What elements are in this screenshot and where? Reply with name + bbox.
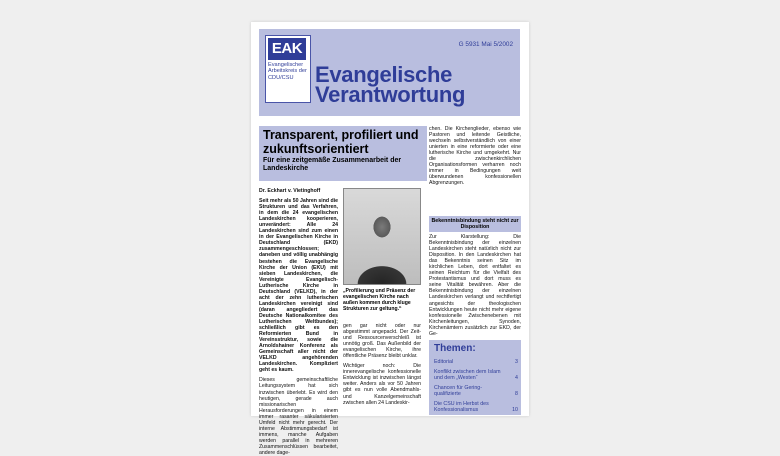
body-paragraph: Dieses gemeinschaftliche Leitungssystem hat sich inzwischen überlebt. Es wird den heutigen, gerade auch missionarischen Herausforderungen in einem immer rasanter säkularisierten Umfeld nicht mehr gerecht. Der interne Abstimmungsbedarf ist immens, manche Aufgaben werden parallel in mehreren Zusammenschlüssen bearbeitet, andere dage- bbox=[259, 377, 338, 456]
body-paragraph: chen. Die Kirchenglieder, ebenso wie Pastoren und leitende Geistliche, wechseln selbstverständlich von einer unierten in eine reformierte oder eine lutherische Kirche und umgekehrt. Nur die zwischenkirchlichen Organisationsformen verharren noch immer in Bedingungen weit überwundenen konfessionellen Abgrenzungen. bbox=[429, 126, 521, 187]
masthead-title-line2: Verantwortung bbox=[315, 82, 466, 107]
eak-logo bbox=[265, 35, 311, 103]
body-paragraph: gen gar nicht oder nur abgestimmt angepackt. Der Zeit- und Ressourcenverschleiß ist unnötig groß. Das Außenbild der evangelischen Kirche, ihre öffentliche Präsenz bleibt unklar. bbox=[343, 323, 421, 360]
toc-item[interactable] bbox=[434, 401, 518, 413]
toc-item[interactable] bbox=[434, 369, 518, 381]
toc-title: Themen: bbox=[434, 343, 476, 354]
article-column-3b bbox=[429, 234, 521, 336]
article-column-1 bbox=[259, 188, 338, 456]
toc-item-page: 10 bbox=[512, 407, 518, 413]
article-column-2 bbox=[343, 323, 421, 414]
logo-subtitle: Evangelischer Arbeitskreis der CDU/CSU bbox=[268, 62, 307, 81]
subheadline: Für eine zeitgemäße Zusammenarbeit der Landeskirche bbox=[263, 157, 402, 172]
article-column-3 bbox=[429, 126, 521, 216]
toc-item[interactable] bbox=[434, 359, 518, 365]
lead-headline-box bbox=[259, 126, 427, 181]
masthead bbox=[259, 29, 520, 116]
newsletter-page bbox=[251, 22, 529, 456]
toc-item-label: Konflikt zwischen dem Islam und dem „Westen“ bbox=[434, 369, 501, 382]
toc-item[interactable] bbox=[434, 385, 518, 397]
toc-item-page: 4 bbox=[515, 375, 518, 381]
toc-item-page: 8 bbox=[515, 391, 518, 397]
author-portrait-photo bbox=[343, 188, 421, 285]
logo-mark: EAK bbox=[268, 38, 306, 60]
toc-item-label: Chancen für Gering-qualifizierte bbox=[434, 385, 482, 398]
toc-item-label: Editorial bbox=[434, 359, 454, 365]
toc-item-page: 3 bbox=[515, 359, 518, 365]
issue-number: G 5931 Mai 5/2002 bbox=[458, 41, 513, 48]
author: Dr. Eckhart v. Vietinghoff bbox=[259, 188, 321, 194]
masthead-title-line1: Evangelische bbox=[315, 62, 453, 87]
table-of-contents bbox=[429, 340, 521, 415]
subhead: Bekenntnisbindung steht nicht zur Disposition bbox=[429, 216, 521, 232]
photo-caption: „Profilierung und Präsenz der evangelischen Kirche nach außen kommen durch kluge Strukturen zur geltung.“ bbox=[343, 288, 416, 312]
body-paragraph: Wichtiger noch: Die innerevangelische konfessionelle Entwicklung ist inzwischen längst weiter. Anders als vor 50 Jahren gibt es nun volle Abendmahls- und Kanzelgemeinschaft zwischen allen 24 Landeskir- bbox=[343, 363, 421, 406]
headline: Transparent, profiliert und zukunftsorientiert bbox=[263, 128, 419, 156]
body-paragraph: Zur Klarstellung: Die Bekenntnisbindung der einzelnen Landeskirchen steht natürlich nicht zur Disposition. In den Landeskirchen hat das Bekenntnis seinen Sitz im kirchlichen Leben, dort entfaltet es seinen Reichtum für die Vielfalt des Protestantismus und dort muss es seine Vitalität bewähren. Aber die Bekenntnisbindung der einzelnen Landeskirchen verlangt und rechtfertigt angesichts der theologischen Entwicklungen heute nicht mehr eigene konfessionelle Zwischenebenen mit Kirchenleitungen, Synoden, Kirchenämtern zusätzlich zur EKD, der Ge- bbox=[429, 234, 521, 337]
toc-item-label: Die CSU im Herbst des Konfessionalismus bbox=[434, 401, 489, 414]
intro-paragraph: Seit mehr als 50 Jahren sind die Strukturen und das Verfahren, in dem die 24 evangelischen Landeskirchen kooperieren, unverändert: Alle 24 Landeskirchen sind zum einen in der Evangelischen Kirche in Deutschland (EKD) zusammengeschlossen; daneben und völlig unabhängig bestehen die Evangelische Kirche der Union (EKU) mit sieben Landeskirchen, die Vereinigte Evangelisch-Lutherische Kirche in Deutschland (VELKD), in der acht der zehn lutherischen Landeskirchen vereinigt sind (daran angegliedert das Deutsche Nationalkomitee des Lutherischen Weltbundes); schließlich gibt es den Reformierten Bund in Vereinsstruktur, sowie die Arnoldshainer Konferenz als Gemeinschaft aller nicht der VELKD angehörenden Landeskirchen. Kompliziert geht es kaum. bbox=[259, 198, 338, 374]
